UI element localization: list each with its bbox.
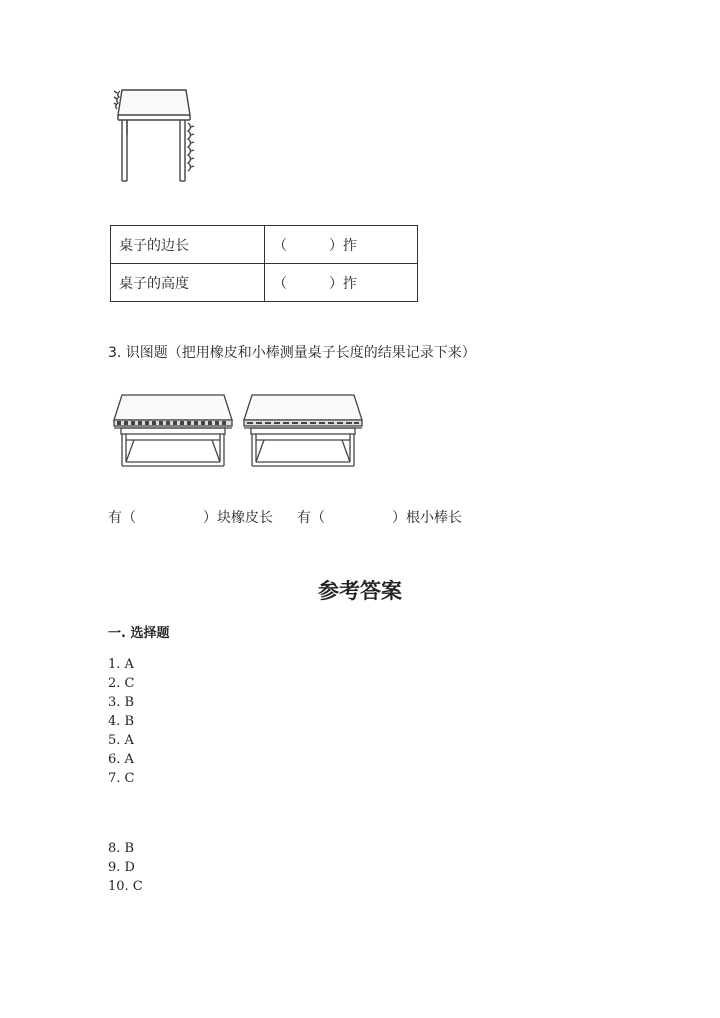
answer-item: 9. D (108, 860, 135, 875)
stick-count-suffix: ）根小棒长 (392, 510, 462, 526)
section-title: 一. 选择题 (108, 626, 170, 641)
eraser-count-suffix: ）块橡皮长 (203, 510, 273, 526)
answer-item: 7. C (108, 771, 135, 786)
stick-count-blank[interactable] (330, 507, 390, 525)
answer-item: 1. A (108, 657, 134, 672)
table-row (111, 264, 418, 302)
answer-item: 4. B (108, 714, 135, 729)
table-with-sticks-figure (242, 392, 364, 470)
answer-item: 2. C (108, 676, 135, 691)
row-label: 桌子的边长 (111, 226, 265, 264)
eraser-count-blank[interactable] (140, 507, 200, 525)
answer-item: 5. A (108, 733, 134, 748)
question-3-title: 3. 识图题（把用橡皮和小棒测量桌子长度的结果记录下来） (108, 345, 476, 361)
answer-blank[interactable]: （ ）拃 (265, 264, 418, 302)
answer-item: 3. B (108, 695, 135, 710)
answer-key-title: 参考答案 (318, 578, 402, 603)
measurement-table (110, 225, 418, 302)
answer-item: 10. C (108, 879, 143, 894)
stick-count-prefix: 有（ (297, 510, 325, 526)
table-handspan-figure (108, 85, 208, 190)
row-label: 桌子的高度 (111, 264, 265, 302)
table-row (111, 226, 418, 264)
answer-blank[interactable]: （ ）拃 (265, 226, 418, 264)
eraser-count-prefix: 有（ (108, 510, 136, 526)
answer-item: 6. A (108, 752, 134, 767)
answer-item: 8. B (108, 841, 135, 856)
table-with-erasers-figure (112, 392, 234, 470)
